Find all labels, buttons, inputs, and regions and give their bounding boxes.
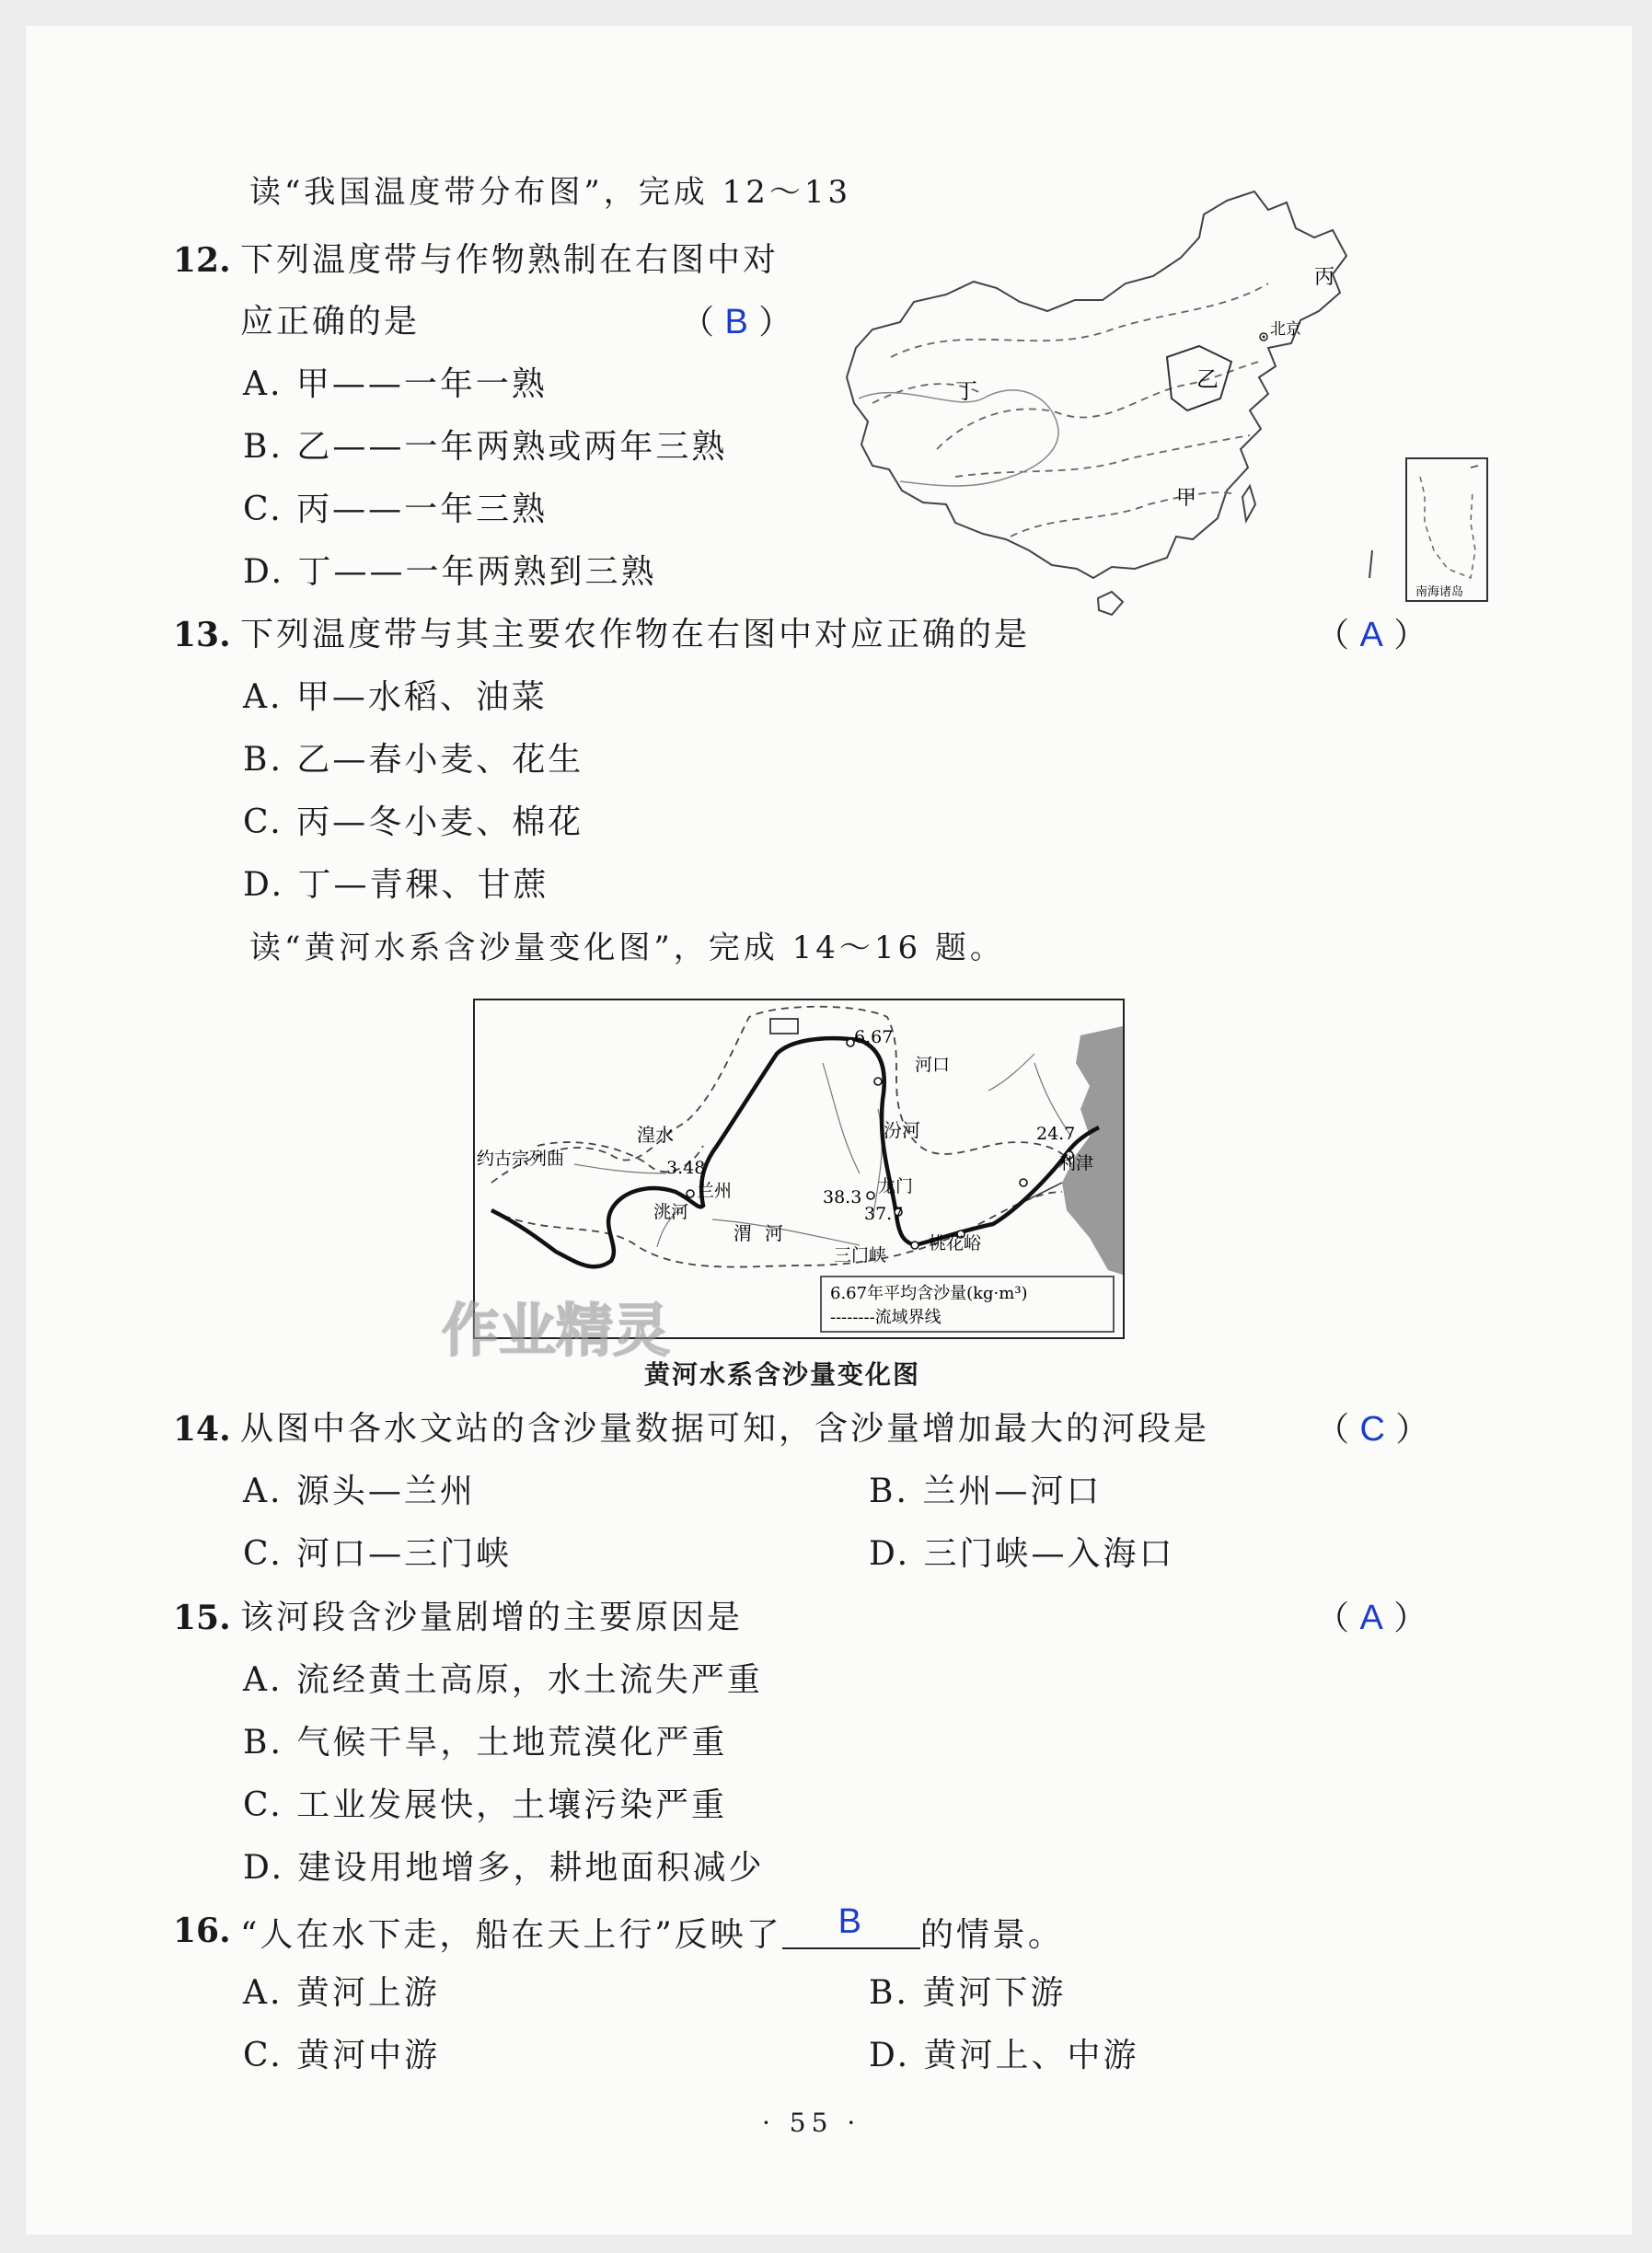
q16-stem-before: “人在水下走，船在天上行”反映了 (240, 1916, 782, 1954)
watermark: 作业精灵 (442, 1297, 671, 1364)
map-label-jia: 甲 (1176, 487, 1197, 510)
intro-12-13: 读“我国温度带分布图”，完成 12～13 (249, 174, 852, 211)
label-huangshui: 湟水 (637, 1124, 674, 1146)
label-yueguzonglie: 约古宗列曲 (477, 1149, 565, 1169)
taiwan-outline (1242, 486, 1255, 521)
q16-stem-after: 的情景。 (919, 1916, 1064, 1954)
page-number: · 55 · (762, 2108, 861, 2138)
map-label-beijing: 北京 (1270, 320, 1301, 339)
label-longmen: 龙门 (878, 1176, 914, 1196)
q12-option-c: C. 丙——一年三熟 (243, 491, 549, 528)
q15-option-c: C. 工业发展快，土壤污染严重 (243, 1786, 728, 1824)
q15-answer: A (1359, 1599, 1383, 1637)
plateau-boundary (859, 390, 1058, 486)
q12-option-a: A. 甲——一年一熟 (243, 365, 548, 403)
legend-sediment-value: 6.67年平均含沙量(kg·m³) (830, 1284, 1028, 1303)
legend-basin-boundary: --------流域界线 (830, 1308, 942, 1327)
label-sanmenxia: 三门峡 (834, 1245, 887, 1265)
q14-answer-box (1316, 1409, 1428, 1450)
q15-paren-open: （ (1316, 1600, 1350, 1637)
q13-option-c: C. 丙—冬小麦、棉花 (243, 803, 584, 841)
river-map-caption: 黄河水系含沙量变化图 (644, 1359, 921, 1390)
intro-14-16: 读“黄河水系含沙量变化图”，完成 14～16 题。 (249, 930, 1005, 966)
label-lijin: 利津 (1058, 1153, 1094, 1173)
map-label-bing: 丙 (1314, 266, 1335, 289)
zone-boundary-3 (955, 435, 1250, 477)
q12-paren-close: ） (758, 304, 792, 341)
q15-paren-close: ） (1393, 1600, 1427, 1637)
q13-answer: A (1359, 616, 1383, 654)
label-taohuayu: 桃花峪 (929, 1233, 982, 1254)
q13-paren-close: ） (1393, 617, 1427, 654)
inset-label-south-sea-islands: 南海诸岛 (1415, 585, 1464, 599)
hainan-outline (1098, 592, 1123, 615)
q13-option-d: D. 丁—青稞、甘蔗 (243, 866, 549, 904)
q14-paren-open: （ (1316, 1411, 1350, 1449)
q15-option-b: B. 气候干旱，土地荒漠化严重 (243, 1724, 728, 1762)
label-hekou: 河口 (915, 1055, 951, 1075)
q13-option-b: B. 乙—春小麦、花生 (243, 741, 584, 779)
q12-number: 12. (173, 241, 231, 280)
q14-option-a: A. 源头—兰州 (243, 1473, 476, 1510)
zone-boundary-4 (1011, 492, 1231, 537)
q13-answer-box (1316, 615, 1427, 656)
q15-answer-box (1316, 1598, 1427, 1639)
q13-option-a: A. 甲—水稻、油菜 (243, 678, 548, 716)
map-label-ding: 丁 (955, 378, 977, 404)
q12-option-b: B. 乙——一年两熟或两年三熟 (243, 428, 728, 466)
q14-number: 14. (173, 1410, 231, 1449)
q15-option-a: A. 流经黄土高原，水土流失严重 (243, 1661, 763, 1699)
workbook-page (26, 26, 1632, 2235)
label-taohe: 洮河 (653, 1202, 689, 1222)
q16-number: 16. (173, 1912, 231, 1950)
q12-answer: B (724, 303, 748, 341)
q12-option-d: D. 丁——一年两熟到三熟 (243, 553, 657, 591)
q13-number: 13. (173, 616, 231, 654)
label-fenhe: 汾河 (884, 1119, 920, 1141)
q14-option-b: B. 兰州—河口 (869, 1473, 1103, 1510)
label-value-3-48: 3.48 (666, 1158, 706, 1178)
label-lanzhou: 兰州 (697, 1181, 733, 1201)
q14-option-c: C. 河口—三门峡 (243, 1535, 513, 1573)
q16-option-d: D. 黄河上、中游 (869, 2037, 1139, 2074)
china-outline (847, 191, 1346, 578)
label-weihe: 渭河 (734, 1222, 796, 1244)
q16-option-b: B. 黄河下游 (869, 1974, 1067, 2012)
q13-paren-open: （ (1316, 617, 1350, 654)
label-value-24-7: 24.7 (1036, 1124, 1076, 1144)
q12-paren-open: （ (681, 304, 715, 341)
south-sea-inset (1406, 458, 1487, 601)
q14-paren-close: ） (1395, 1411, 1429, 1449)
q13-stem: 下列温度带与其主要农作物在右图中对应正确的是 (240, 616, 1031, 653)
china-temperature-zone-map (836, 173, 1498, 652)
label-value-37-7: 37.7 (864, 1204, 904, 1224)
q16-stem (240, 1902, 1064, 1956)
q16-answer: B (838, 1902, 864, 1941)
label-value-6-67: 6.67 (854, 1027, 894, 1047)
q12-stem-line1: 下列温度带与作物熟制在右图中对 (240, 241, 780, 279)
q12-answer-box (681, 302, 791, 343)
q16-answer-blank (782, 1902, 920, 1949)
label-value-38-3: 38.3 (823, 1187, 862, 1207)
q16-option-a: A. 黄河上游 (243, 1974, 440, 2012)
q15-stem: 该河段含沙量剧增的主要原因是 (240, 1599, 744, 1636)
q14-answer: C (1359, 1410, 1385, 1449)
q14-stem: 从图中各水文站的含沙量数据可知，含沙量增加最大的河段是 (240, 1410, 1210, 1448)
q15-option-d: D. 建设用地增多，耕地面积减少 (243, 1849, 765, 1887)
q12-stem-line2: 应正确的是 (240, 303, 421, 341)
q15-number: 15. (173, 1599, 231, 1637)
map-label-yi: 乙 (1196, 366, 1219, 392)
q16-option-c: C. 黄河中游 (243, 2037, 441, 2074)
q14-option-d: D. 三门峡—入海口 (869, 1535, 1175, 1573)
